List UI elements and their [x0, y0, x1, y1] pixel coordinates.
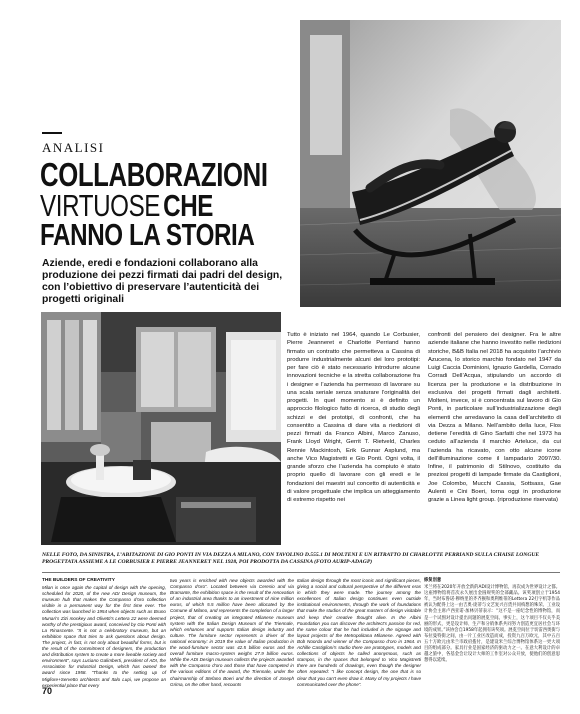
section-rule	[42, 132, 62, 134]
photo-gio-ponti-apartment	[41, 312, 281, 545]
standfirst: Aziende, eredi e fondazioni collaborano alla produzione dei pezzi firmati dai padri del design, con l’obiettivo di preservare l’autenticità dei progetti originali	[42, 258, 283, 305]
english-column-3	[297, 578, 421, 688]
body-column-2: confronti del pensiero dei designer. Fra le altre aziende italiane che hanno investito nelle riedizioni storiche, B&B Italia nel 2018 ha acquisito l’archivio Azucena, lo storico marchio fondato nel 1947 da Luigi Caccia Dominioni, Ignazio Gardella, Corrado Corradi Dell’Acqua, stipulando un accordo di licenza per la produzione e la distribuzione in esclusiva dei progetti firmati dagli architetti. Molteni, invece, si è concentrata sul lavoro di Gio Ponti, in particolare sull’industrializzazione degli elementi che arredavano la casa dell’architetto di via Dezza a Milano. Nell’ambito della luce, Flos detiene l’eredità di Gino Sarfatti che nel 1973 ha ceduto all’azienda il marchio Arteluce, da cui l’azienda ha ricavato, con otto alcune icone dell’illuminazione come il lampadario 2097/30. Infine, il patrimonio di Stilnovo, costituito da preziosi progetti di lampade firmate da Castiglioni, Joe Colombo, Mucchi Cassia, Sottsass, Gae Aulenti e Cini Boeri, torna oggi in produzione grazie a Linea light group. (riproduzione riservata)	[428, 332, 561, 503]
translation-divider	[42, 572, 560, 573]
english-text-3: Italian design through the most iconic and significant pieces, giving a social and cultural perspective of the different eras in which they were made. The journey among the excellences of Italian design continues even outside institutional environments, through the work of foundations that make the studios of the great masters of design visitable and keep their creative thought alive. In the Albini Foundation you can discover the architect’s passion for red, the same colour that he had included in the signage and layout projects of the Metropolitana Milanese. Agreed with Bob Noorda and winner of the Compasso d’oro in 1964. In Achille Castiglioni’s studio there are prototypes, models and collections of objects he called anonymous, such as stampos, in the spaces that belonged to Vico Magistretti there are hundreds of drawings, even though the designer often repeated: “I like concept design, the one that is so clear that you can’t even draw it. Many of my projects I have communicated over the phone”.	[297, 578, 421, 687]
chinese-text: 米兰将在2020年开放全新的ADI设计博物馆，再次成为世界设计之都。这座博物馆将首次永久展出金圆规奖的全部藏品。该奖项创立于1954年，当时布鲁诺·穆纳里的齐齐猴和奥利维蒂的Lettera 22打字机等作品被认为配得上这一由吉奥·庞蒂与文艺复兴百货共同构想的殊荣。工业设计协会主席卢西亚诺·加林贝蒂表示：“这不是一座纪念性的博物馆，而是一个试图对设计提出问题的展览空间。事实上，这个项目不仅关乎美丽的形式，更是设计师、生产和分销体系共同努力创造更宜居社会与环境的成果。”该协会自1958年起拥有该奖项。展览空间位于切雷西奥街与布拉曼特街之间，由一片工业区改造而成，投资九百万欧元，其中五百五十万欧元由米兰市政府拨付，是建设米兰综合博物馆体系这一更大项目的组成部分。家具行业是国家经济的驱动力之一。在意大利设计的卓越之旅中，各基金会让设计大师的工作室对公众开放，使他们的创意思想得以延续。	[424, 585, 560, 664]
headline-line-1: COLLABORAZIONI	[40, 156, 268, 193]
english-heading: THE BUILDERS OF CREATIVITY	[42, 578, 115, 583]
english-text-1: Milan is once again the capital of design with the opening, scheduled for 2020, of the new ADI Design museum, the museum hub that makes the Compasso d’oro collection visible in a permanent way for the first time ever. The collection was launched in 1954 when objects such as Bruno Munari’s Zizi monkey and Olivetti’s Lettera 22 were deemed worthy of the prestigious award, conceived by Gio Ponti with La Rinascente. “It is not a celebratory museum, but an exhibition space that tries to ask questions about design. The project, in fact, is not only about beautiful forms, but is the result of the commitment of designers, the production and distribution system to create a more liveable society and environment”, says Luciano Galimberti, president of ADI, the Association for Industrial Design, which has owned the award since 1958. “Thanks to the setting up of Migliore+Servetto architects and Italo Lupi, we propose an experiential place that every	[42, 585, 166, 688]
chinese-heading: 修复创意	[424, 578, 442, 583]
english-column-1	[42, 578, 166, 689]
photo-perriand-chaise-longue	[300, 20, 561, 307]
body-column-1: Tutto è iniziato nel 1964, quando Le Corbusier, Pierre Jeanneret e Charlotte Perriand hanno firmato un contratto che permetteva a Cassina di produrre industrialmente alcuni dei loro prototipi: per fare ciò è stato necessario introdurre alcune innovazioni tecniche e la stretta collaborazione fra i designer e l’azienda ha permesso di lavorare su una scala seriale senza snaturare l’originalità dei progetti. In quel momento si è definito un approccio filologico fatto di ricerca, di studio degli schizzi e dei prototipi, di confronti, che ha consentito a Cassina di dare vita a riedizioni di pezzi firmati da Franco Albini, Marco Zanuso, Frank Lloyd Wright, Gerrit T. Rietveld, Charles Rennie Mackintosh, Erik Gunnar Asplund, ma anche Vico Magistretti e Gio Ponti. Ogni volta, il grande sforzo che l’azienda ha compiuto è stato proprio quello di lavorare con gli eredi e le fondazioni dei maestri sul concetto di autenticità e di valore progettuale che implica un atteggiamento di estremo rispetto nei	[287, 332, 420, 503]
photo-caption: NELLE FOTO, DA SINISTRA, L’ABITAZIONE DI GIO PONTI IN VIA DEZZA A MILANO, CON TAVOLINO D.555.1 DI MOLTENI E UN RITRATTO DI CHARLOTTE PERRIAND SULLA CHAISE LONGUE PROGETTATA ASSIEME A LE CORBUSIER E PIERRE JEANNERET NEL 1928, POI PRODOTTA DA CASSINA (FOTO AURIP-ADAGP)	[42, 552, 540, 565]
chinese-column	[424, 578, 560, 664]
english-text-2: two years is enriched with new objects awarded with the Compasso d’oro”. Located between via Ceresio and via Bramante, the exhibition space is the result of the renovation of an industrial area thanks to an investment of nine million euros, of which 5.5 million have been allocated by the Comune di Milano, and represents the completion of a larger project, that of creating an integrated Milanese museum system with the Italian Design Museum of the Triennale, which enhances and supports Italian design industry and culture. The furniture sector represents a driver of the national economy: in 2019 the value of Italian production in the wood-furniture sector was 42.5 billion euros and the overall furniture macro-system weighs 27.9 billion euros. While the ADI Design museum collects the projects awarded with the Compasso d’oro and those that have competed in the various editions of the award, the Triennale, under the chairmanship of Stefano Boeri and the direction of Joseph Grima, on the other hand, recounts	[170, 578, 294, 687]
headline-bold-word: CHE	[163, 188, 214, 223]
english-column-2	[170, 578, 294, 688]
headline-line-3: FANNO LA STORIA	[40, 217, 255, 252]
page-number: 70	[42, 686, 53, 696]
headline-light-word: VIRTUOSE	[40, 188, 161, 223]
section-label: ANALISI	[42, 140, 105, 155]
